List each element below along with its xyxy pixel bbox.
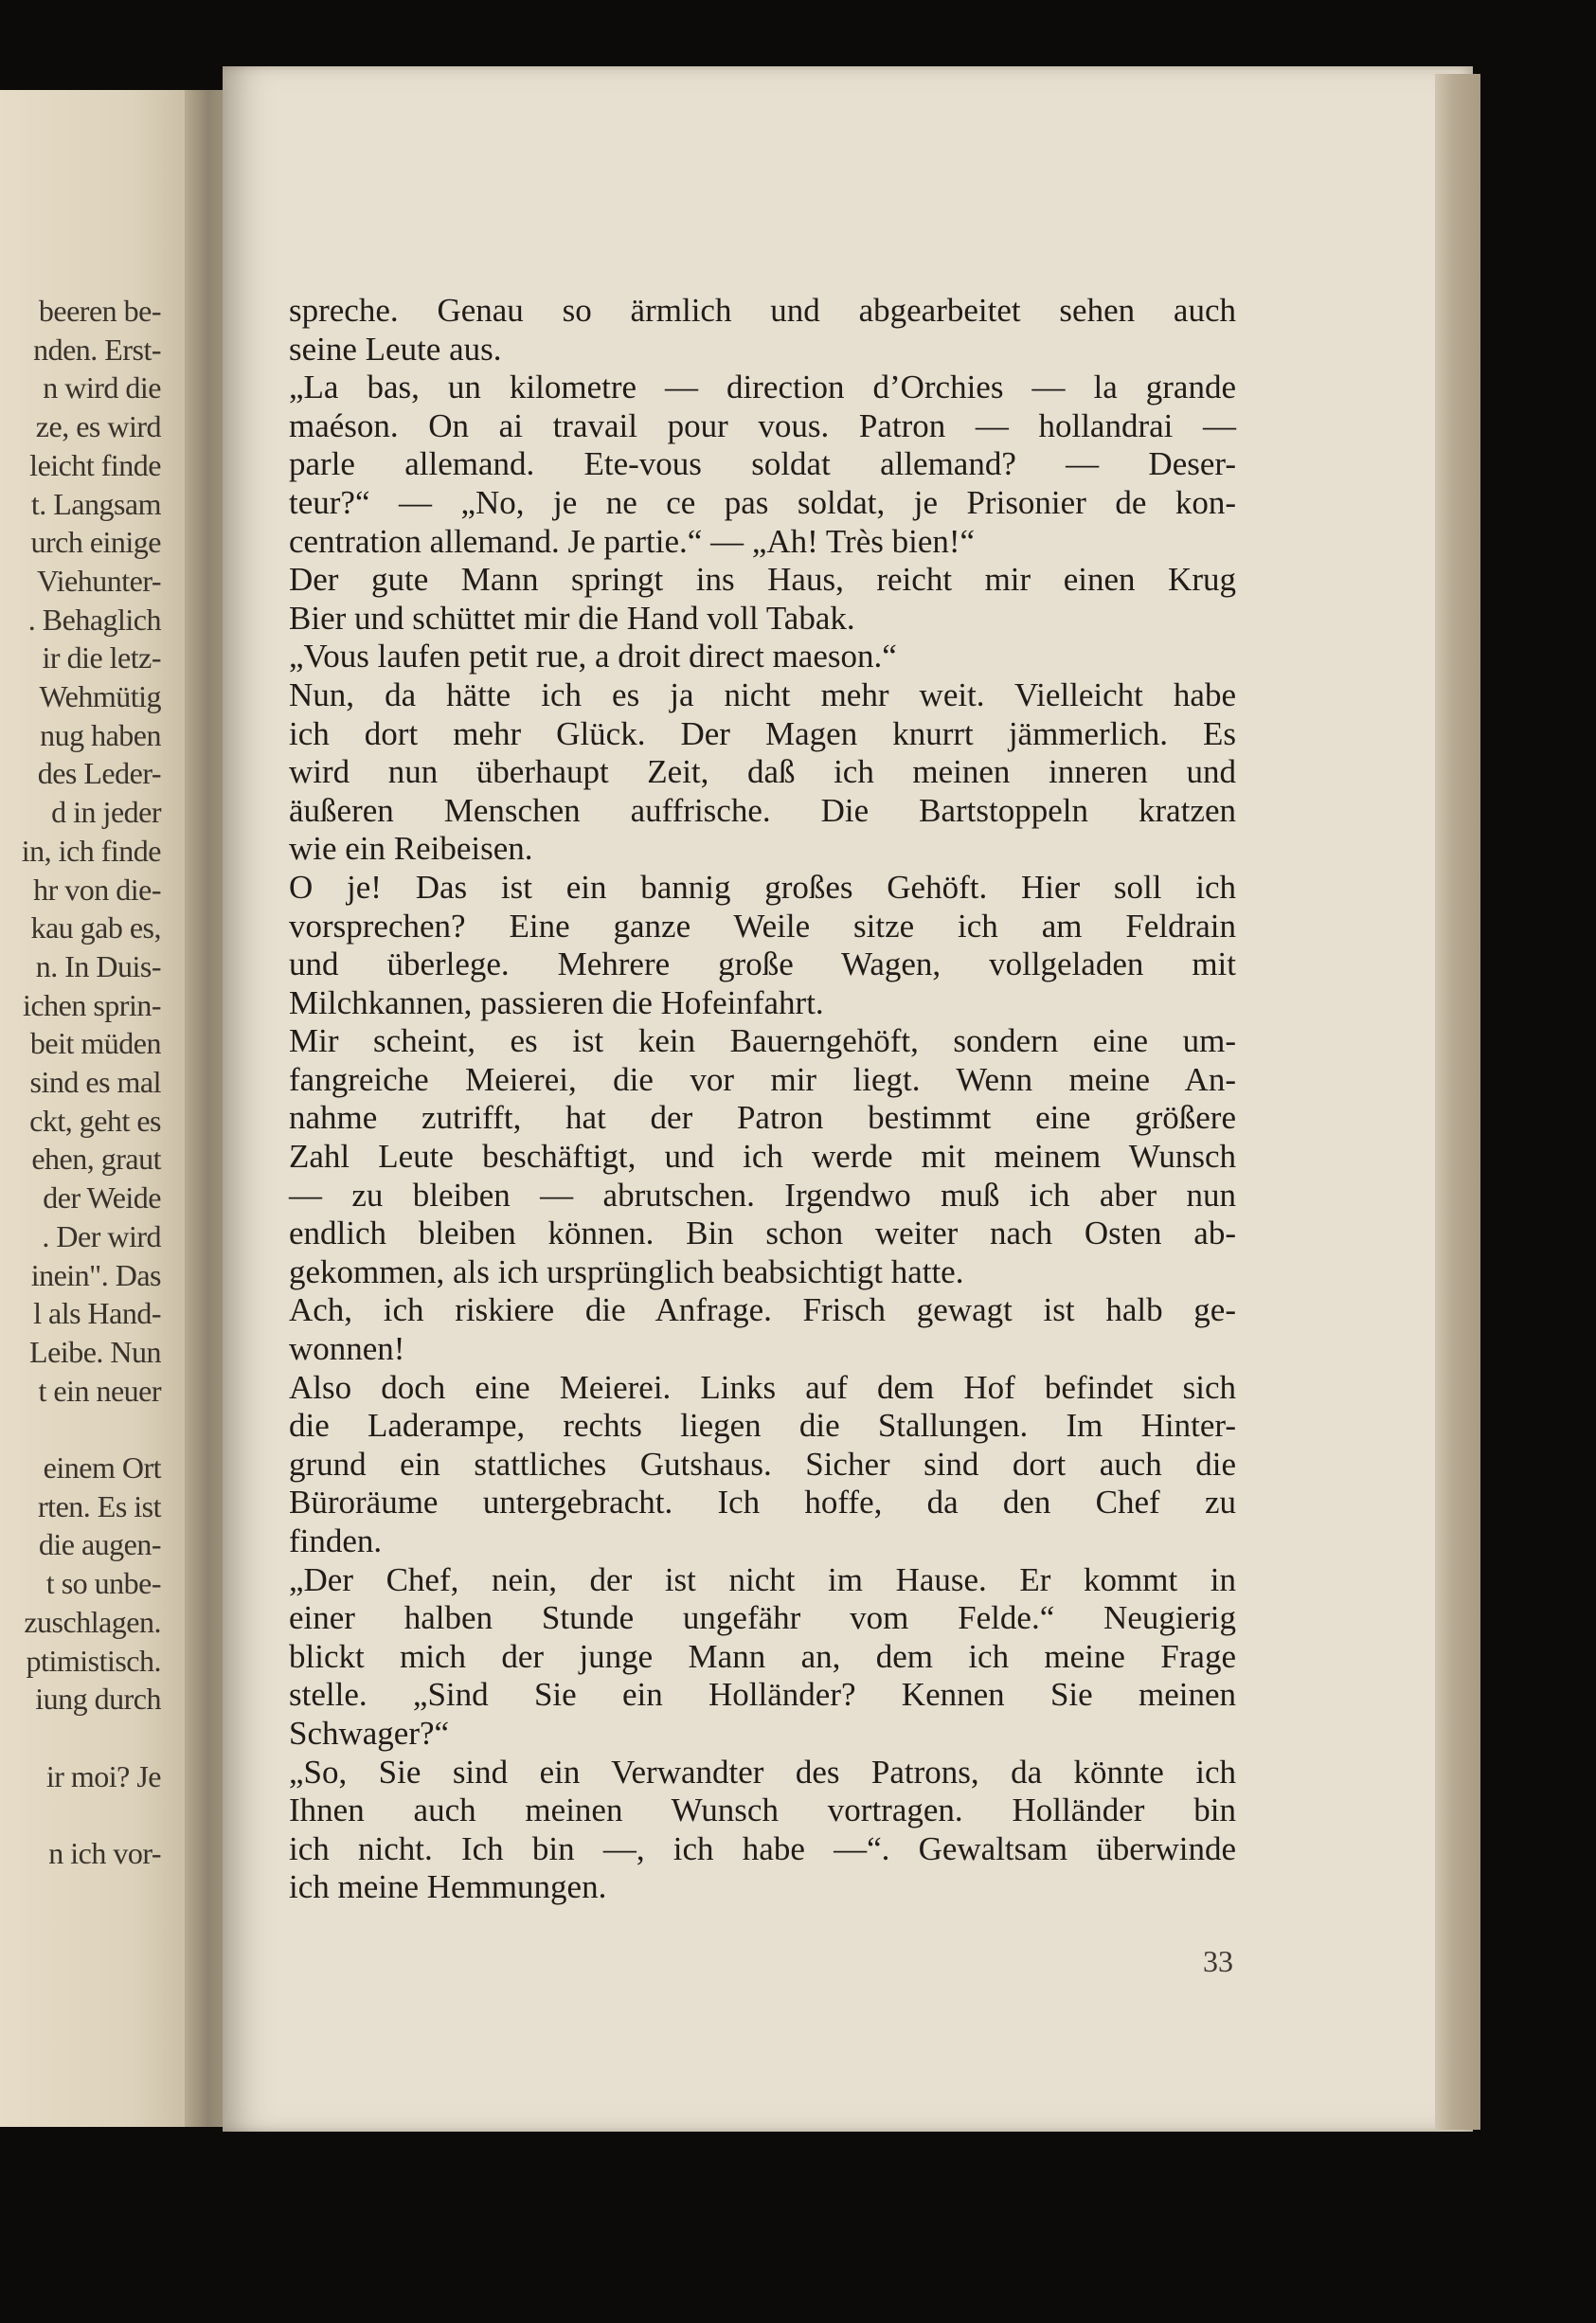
text-line: Mir scheint, es ist kein Bauerngehöft, sondern eine um- (289, 1022, 1236, 1060)
text-line: ich dort mehr Glück. Der Magen knurrt jämmerlich. Es (289, 714, 1236, 752)
text-line: Schwager?“ (289, 1714, 450, 1752)
previous-page-line: t. Langsam (30, 486, 161, 521)
text-line: Nun, da hätte ich es ja nicht mehr weit. Vielleicht habe (289, 675, 1236, 713)
previous-page-line: n wird die (43, 370, 161, 405)
text-line: „La bas, un kilometre — direction d’Orchies — la grande (289, 369, 1236, 406)
text-line: vorsprechen? Eine ganze Weile sitze ich am Feldrain (289, 907, 1236, 945)
text-line: O je! Das ist ein bannig großes Gehöft. Hier soll ich (289, 868, 1236, 906)
previous-page-line: l als Hand- (33, 1296, 161, 1331)
previous-page-line: urch einige (30, 525, 161, 560)
previous-page-line: iung durch (35, 1682, 161, 1717)
previous-page-line: ichen sprin- (23, 987, 161, 1022)
text-line: wird nun überhaupt Zeit, daß ich meinen inneren und (289, 753, 1236, 791)
text-line: endlich bleiben können. Bin schon weiter nach Osten ab- (289, 1215, 1236, 1252)
text-line: die Laderampe, rechts liegen die Stallungen. Im Hinter- (289, 1407, 1236, 1445)
previous-page-line: . Behaglich (27, 602, 161, 637)
previous-page-line: ckt, geht es (29, 1103, 161, 1138)
text-line: maéson. On ai travail pour vous. Patron — hollandrai — (289, 406, 1236, 444)
text-line: Ach, ich riskiere die Anfrage. Frisch gewagt ist halb ge- (289, 1291, 1236, 1329)
text-line: blickt mich der junge Mann an, dem ich meine Frage (289, 1637, 1236, 1675)
text-line: ich nicht. Ich bin —, ich habe —“. Gewaltsam überwinde (289, 1829, 1236, 1867)
text-line: „Der Chef, nein, der ist nicht im Hause. Er kommt in (289, 1560, 1236, 1598)
previous-page-line: nug haben (40, 717, 161, 752)
text-line: äußeren Menschen auffrische. Die Bartstoppeln kratzen (289, 791, 1236, 829)
text-line: Der gute Mann springt ins Haus, reicht mir einen Krug (289, 561, 1236, 599)
previous-page-line: Viehunter- (36, 563, 161, 598)
text-line: ich meine Hemmungen. (289, 1868, 607, 1906)
text-line: parle allemand. Ete-vous soldat allemand? — Deser- (289, 445, 1236, 483)
previous-page-line: ptimistisch. (26, 1643, 161, 1678)
text-line: centration allemand. Je partie.“ — „Ah! Très bien!“ (289, 522, 976, 560)
page-edge (1435, 74, 1480, 2130)
text-line: und überlege. Mehrere große Wagen, vollgeladen mit (289, 945, 1236, 983)
previous-page-line: n ich vor- (48, 1836, 161, 1870)
previous-page-line: ir moi? Je (45, 1758, 161, 1793)
previous-page-line: einem Ort (43, 1450, 161, 1485)
previous-page-line: Leibe. Nun (29, 1334, 161, 1369)
previous-page-line: kau gab es, (30, 910, 161, 945)
previous-page-line: . Der wird (42, 1218, 161, 1253)
page-body-text (289, 292, 1236, 1907)
text-line: einer halben Stunde ungefähr vom Felde.“ Neugierig (289, 1599, 1236, 1637)
text-line: seine Leute aus. (289, 330, 502, 368)
text-line: teur?“ — „No, je ne ce pas soldat, je Prisonier de kon- (289, 483, 1236, 521)
text-line: „So, Sie sind ein Verwandter des Patrons, da könnte ich (289, 1753, 1236, 1791)
text-line: wonnen! (289, 1330, 405, 1368)
previous-page-line: rten. Es ist (38, 1488, 161, 1523)
previous-page-line: beeren be- (38, 294, 161, 328)
previous-page-line: ehen, graut (31, 1142, 161, 1177)
previous-page-line: leicht finde (29, 447, 161, 482)
previous-page-line: d in jeder (51, 795, 161, 830)
text-line: „Vous laufen petit rue, a droit direct maeson.“ (289, 638, 897, 675)
previous-page-line: t so unbe- (45, 1566, 161, 1601)
previous-page-line: zuschlagen. (24, 1604, 161, 1639)
previous-page-line: die augen- (38, 1527, 161, 1562)
text-line: stelle. „Sind Sie ein Holländer? Kennen Sie meinen (289, 1676, 1236, 1714)
previous-page-line: t ein neuer (38, 1373, 161, 1408)
previous-page-line: hr von die- (33, 872, 161, 907)
text-line: Ihnen auch meinen Wunsch vortragen. Holländer bin (289, 1792, 1236, 1829)
text-line: nahme zutrifft, hat der Patron bestimmt eine größere (289, 1099, 1236, 1137)
previous-page (0, 90, 189, 2127)
page-number: 33 (1203, 1944, 1233, 1978)
previous-page-line: der Weide (43, 1180, 161, 1216)
previous-page-line: ze, es wird (35, 409, 161, 444)
previous-page-line: in, ich finde (21, 833, 161, 868)
text-line: Bier und schüttet mir die Hand voll Tabak. (289, 599, 855, 637)
text-line: gekommen, als ich ursprünglich beabsichtigt hatte. (289, 1252, 964, 1290)
text-line: Milchkannen, passieren die Hofeinfahrt. (289, 983, 824, 1021)
previous-page-line: nden. Erst- (33, 332, 161, 367)
text-line: finden. (289, 1522, 383, 1559)
previous-page-line: sind es mal (29, 1065, 161, 1099)
previous-page-line: beit müden (29, 1026, 161, 1061)
text-line: wie ein Reibeisen. (289, 830, 533, 868)
previous-page-line: n. In Duis- (35, 948, 161, 983)
text-line: Also doch eine Meierei. Links auf dem Hof befindet sich (289, 1368, 1236, 1406)
text-line: — zu bleiben — abrutschen. Irgendwo muß ich aber nun (289, 1176, 1236, 1214)
text-line: Büroräume untergebracht. Ich hoffe, da den Chef zu (289, 1484, 1236, 1522)
previous-page-line: inein". Das (30, 1257, 161, 1292)
text-line: fangreiche Meierei, die vor mir liegt. Wenn meine An- (289, 1060, 1236, 1098)
text-line: Zahl Leute beschäftigt, und ich werde mit meinem Wunsch (289, 1138, 1236, 1176)
previous-page-line: des Leder- (37, 756, 161, 791)
previous-page-line: ir die letz- (42, 640, 161, 675)
text-line: grund ein stattliches Gutshaus. Sicher sind dort auch die (289, 1445, 1236, 1483)
text-line: spreche. Genau so ärmlich und abgearbeitet sehen auch (289, 292, 1236, 329)
previous-page-line: Wehmütig (39, 679, 161, 713)
